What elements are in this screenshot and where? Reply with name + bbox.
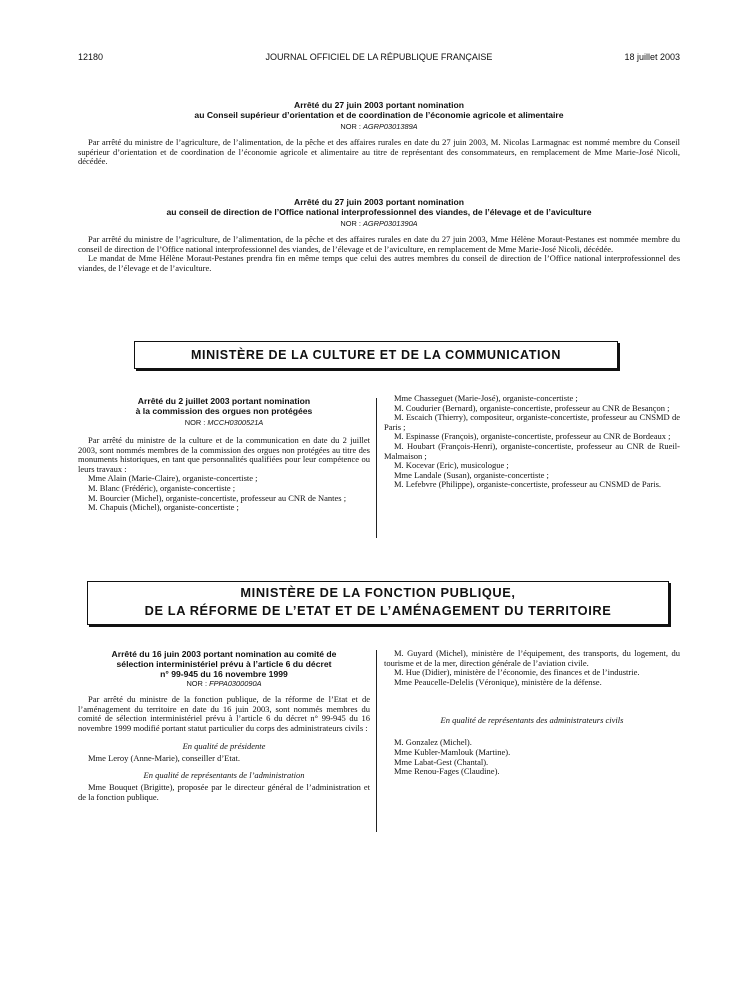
list-item: Mme Landale (Susan), organiste-concertiste ; [394, 469, 549, 480]
nor-reference: NOR : AGRP0301390A [340, 219, 418, 228]
arrete-orgues-left [78, 396, 370, 513]
arrete-body: Par arrêté du ministre de l’agriculture, de l’alimentation, de la pêche et des affaires rurales en date du 27 juin 2003, M. Nicolas Larmagnac est nommé membre du Conseil supérieur d’orientation et de coordination de l’économie agricole et alimentaire au titre de représentant des consommateurs, en remplacement de Mme Marie-José Nicoli, décédée. [78, 137, 680, 167]
list-item: Mme Peaucelle-Delelis (Véronique), ministère de la défense. [394, 676, 602, 687]
list-item: Mme Chasseguet (Marie-José), organiste-concertiste ; [394, 393, 578, 403]
list-item: M. Hue (Didier), ministère de l’économie, des finances et de l’industrie. [394, 667, 640, 678]
arrete-comite-left [78, 649, 370, 802]
list-item: M. Gonzalez (Michel). [394, 737, 472, 748]
member-list [384, 738, 680, 776]
member-list [78, 474, 370, 512]
list-item: M. Lefebvre (Philippe), organiste-concertiste, professeur au CNSMD de Paris. [394, 479, 662, 490]
list-item: Mme Labat-Gest (Chantal). [394, 756, 489, 767]
list-item: M. Coudurier (Bernard), organiste-concertiste, professeur au CNR de Besançon ; [394, 402, 670, 413]
page-header [78, 52, 680, 66]
section-heading: En qualité de présidente [182, 741, 266, 752]
ministry-culture-heading: MINISTÈRE DE LA CULTURE ET DE LA COMMUNICATION [134, 341, 618, 369]
arrete-title: Arrêté du 27 juin 2003 portant nomination au Conseil supérieur d’orientation et de coordination de l’économie agricole et alimentaire [194, 100, 564, 120]
list-item: Mme Renou-Fages (Claudine). [394, 766, 500, 777]
column-divider [376, 650, 377, 832]
journal-title: JOURNAL OFFICIEL DE LA RÉPUBLIQUE FRANÇAISE [265, 52, 493, 62]
arrete-comite-right [384, 649, 680, 777]
arrete-body: Par arrêté du ministre de l’agriculture, de l’alimentation, de la pêche et des affaires rurales en date du 27 juin 2003, Mme Hélène Moraut-Pestanes est nommée membre du conseil de direction de l’Office national interprofessionnel des viandes, de l’élevage et de l’aviculture, en remplacement de Mme Marie-José Nicoli, décédée. [78, 234, 680, 254]
issue-date: 18 juillet 2003 [624, 52, 680, 62]
list-item: M. Escaich (Thierry), compositeur, organiste-concertiste, professeur au CNSMD de Paris ; [384, 412, 680, 432]
arrete-conseil-superieur [78, 100, 680, 167]
list-item: M. Blanc (Frédéric), organiste-concertiste ; [88, 482, 236, 493]
nor-reference: NOR : AGRP0301389A [340, 122, 418, 131]
arrete-body: Par arrêté du ministre de la fonction publique, de la réforme de l’Etat et de l’aménagement du territoire en date du 16 juin 2003, sont nommés membres du comité de sélection interministériel prévu à l’article 6 du décret n° 99-945 du 16 novembre 1999 modifié portant statut particulier du corps des administrateurs civils : [78, 694, 370, 733]
section-heading: En qualité de représentants des administrateurs civils [440, 715, 624, 726]
arrete-office-viandes [78, 197, 680, 273]
list-item: Mme Bouquet (Brigitte), proposée par le directeur général de l’administration et de la fonction publique. [78, 781, 370, 802]
section-heading: En qualité de représentants de l’administration [143, 769, 305, 780]
list-item: Mme Kubler-Mamlouk (Martine). [394, 746, 511, 757]
nor-reference: NOR : FPPA0300090A [186, 679, 262, 688]
list-item: Mme Leroy (Anne-Marie), conseiller d’Etat. [88, 753, 240, 764]
column-divider [376, 398, 377, 538]
arrete-body: Le mandat de Mme Hélène Moraut-Pestanes prendra fin en même temps que celui des autres membres du conseil de direction de l’Office national interprofessionnel des viandes, de l’élevage et de l’aviculture. [78, 253, 680, 273]
list-item: M. Chapuis (Michel), organiste-concertiste ; [88, 502, 239, 513]
arrete-title: Arrêté du 27 juin 2003 portant nomination au conseil de direction de l’Office national interprofessionnel des viandes, de l’élevage et de l’aviculture [166, 197, 592, 217]
arrete-body: Par arrêté du ministre de la culture et de la communication en date du 2 juillet 2003, sont nommés membres de la commission des orgues non protégées au titre des monuments historiques, en tant que personnalités qualifiées pour leur compétence ou leurs travaux : [78, 435, 370, 474]
ministry-fonction-heading: MINISTÈRE DE LA FONCTION PUBLIQUE, DE LA RÉFORME DE L’ETAT ET DE L’AMÉNAGEMENT DU TERRITOIRE [87, 581, 669, 625]
arrete-orgues-right [384, 394, 680, 490]
nor-reference: NOR : MCCH0300521A [184, 418, 264, 427]
list-item: M. Espinasse (François), organiste-concertiste, professeur au CNR de Bordeaux ; [394, 431, 671, 442]
list-item: M. Kocevar (Eric), musicologue ; [394, 460, 509, 471]
list-item: Mme Alain (Marie-Claire), organiste-concertiste ; [88, 473, 258, 484]
arrete-title: Arrêté du 2 juillet 2003 portant nomination à la commission des orgues non protégées [135, 396, 313, 416]
list-item: M. Houbart (François-Henri), organiste-concertiste, professeur au CNR de Rueil-Malmaison ; [384, 440, 680, 461]
list-item: M. Bourcier (Michel), organiste-concertiste, professeur au CNR de Nantes ; [88, 492, 347, 503]
list-item: M. Guyard (Michel), ministère de l’équipement, des transports, du logement, du tourisme et de la mer, direction générale de l’aviation civile. [384, 648, 680, 668]
arrete-title: Arrêté du 16 juin 2003 portant nomination au comité de sélection interministériel prévu à l’article 6 du décret n° 99-945 du 16 novembre 1999 [111, 649, 337, 679]
page-number: 12180 [78, 52, 104, 62]
